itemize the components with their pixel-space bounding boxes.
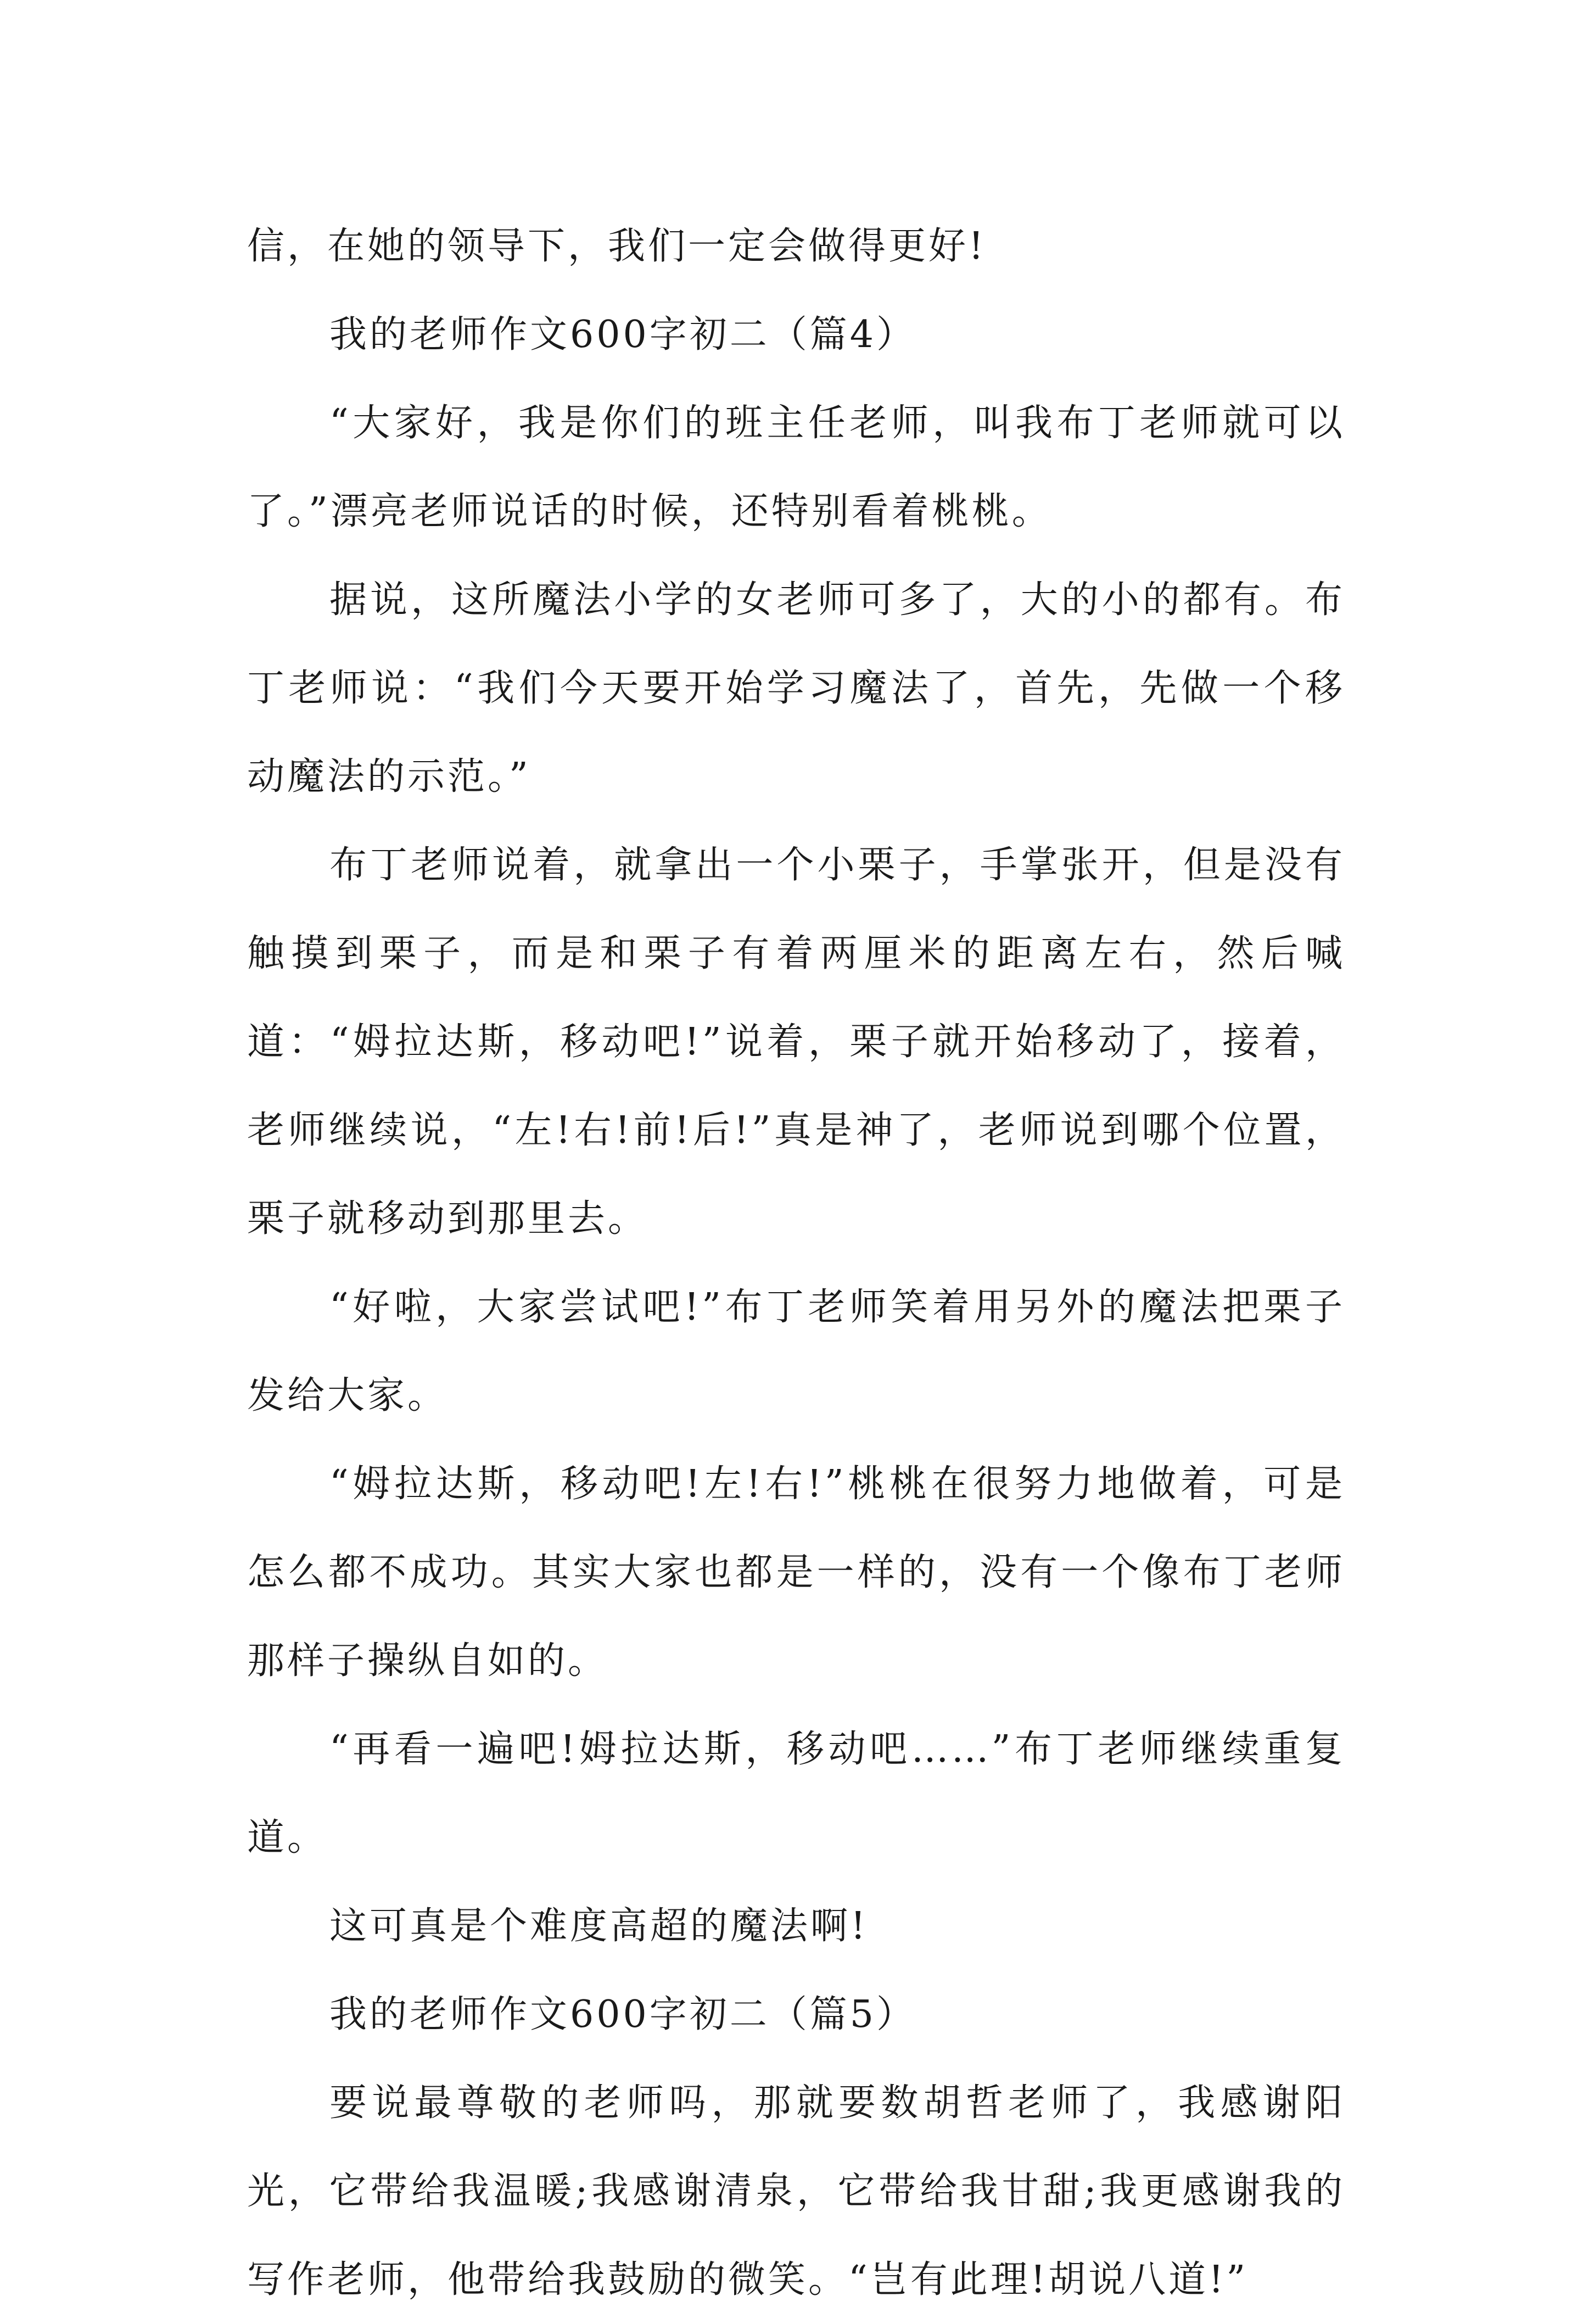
paragraph: 布丁老师说着，就拿出一个小栗子，手掌张开，但是没有触摸到栗子，而是和栗子有着两厘米的距离左右，然后喊道：“姆拉达斯，移动吧!”说着，栗子就开始移动了，接着，老师继续说，“左!右!前!后!”真是神了，老师说到哪个位置，栗子就移动到那里去。 [247,843,1345,1241]
document-body [247,202,1345,2324]
paragraph: 这可真是个难度高超的魔法啊! [329,1904,869,1948]
section-heading-5: 我的老师作文600字初二（篇5） [329,1993,917,2036]
paragraph: “好啦，大家尝试吧!”布丁老师笑着用另外的魔法把栗子发给大家。 [247,1286,1345,1417]
paragraph: “再看一遍吧!姆拉达斯，移动吧……”布丁老师继续重复道。 [247,1728,1345,1859]
paragraph-continuation: 信，在她的领导下，我们一定会做得更好! [247,225,987,268]
section-heading-4: 我的老师作文600字初二（篇4） [329,313,917,356]
paragraph: “姆拉达斯，移动吧!左!右!”桃桃在很努力地做着，可是怎么都不成功。其实大家也都是一样的，没有一个像布丁老师那样子操纵自如的。 [247,1462,1345,1683]
paragraph: 要说最尊敬的老师吗，那就要数胡哲老师了，我感谢阳光，它带给我温暖;我感谢清泉，它带给我甘甜;我更感谢我的写作老师，他带给我鼓励的微笑。“岂有此理!胡说八道!” [247,2081,1345,2301]
paragraph: 据说，这所魔法小学的女老师可多了，大的小的都有。布丁老师说：“我们今天要开始学习魔法了，首先，先做一个移动魔法的示范。” [247,578,1345,798]
paragraph: “大家好，我是你们的班主任老师，叫我布丁老师就可以了。”漂亮老师说话的时候，还特别看着桃桃。 [247,401,1345,533]
